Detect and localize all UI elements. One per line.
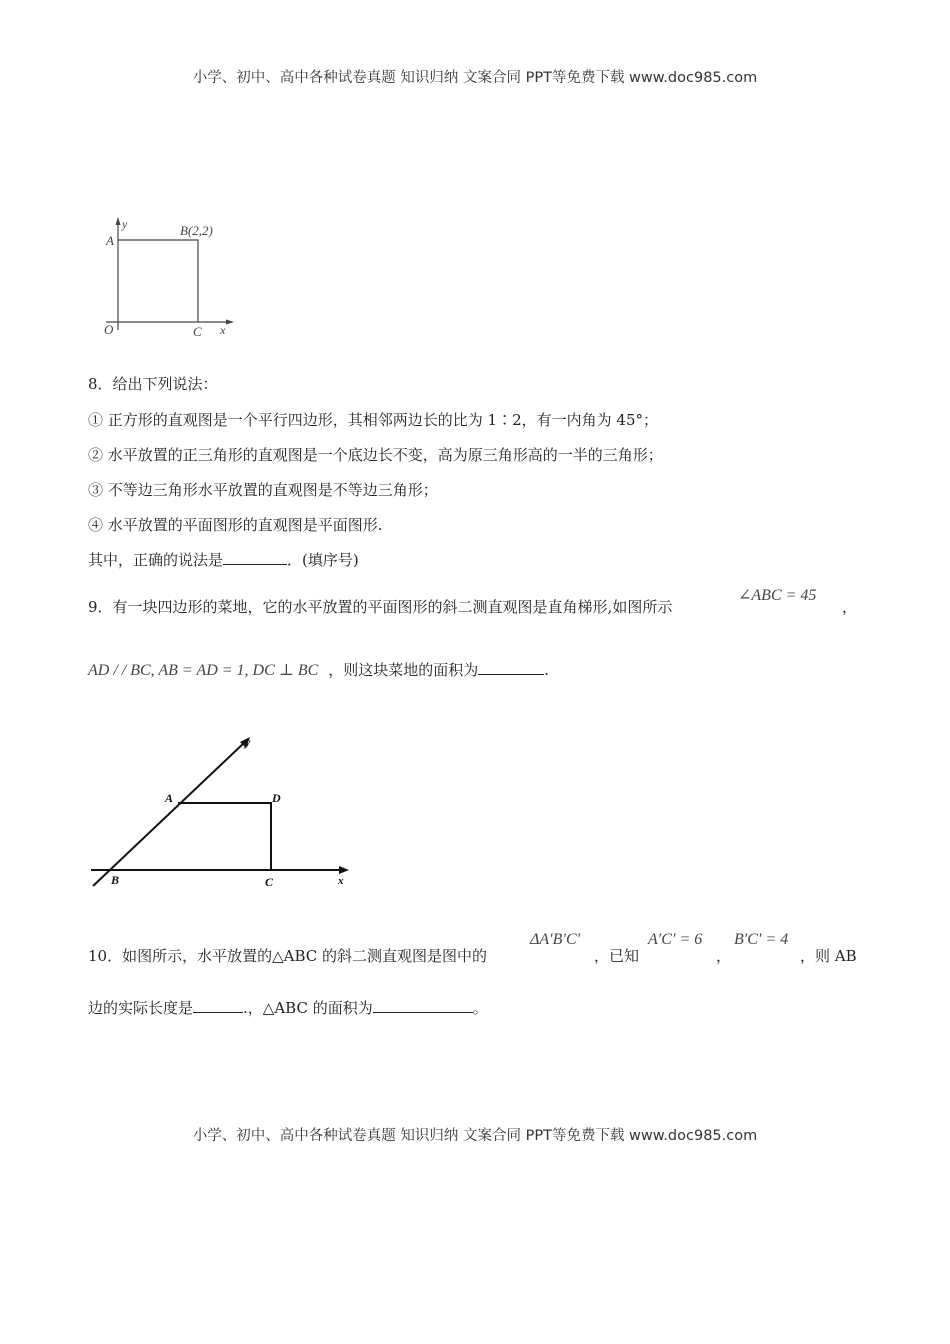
- label-A: A: [165, 791, 174, 805]
- q9-line1: 9．有一块四边形的菜地，它的水平放置的平面图形的斜二测直观图是直角梯形,如图所示: [88, 598, 673, 616]
- q9-angle-formula: ∠ABC = 45: [738, 587, 817, 604]
- q9-line2-text: ，则这块菜地的面积为: [328, 661, 479, 679]
- label-D: D: [272, 791, 281, 805]
- q10-line1-pre: 10．如图所示，水平放置的△ABC 的斜二测直观图是图中的: [88, 947, 488, 965]
- q10-ac-formula: A′C′ = 6: [648, 931, 703, 948]
- q10-comma: ，: [716, 947, 732, 965]
- label-B: B(2,2): [180, 223, 213, 238]
- figure-square-coordinate: [100, 212, 250, 342]
- q9-line2: [88, 660, 549, 681]
- q8-ask-post: ．(填序号): [287, 551, 359, 569]
- q10-line2: [88, 998, 488, 1018]
- q10-bc-formula: B′C′ = 4: [734, 931, 789, 948]
- q9-answer-blank: [478, 660, 544, 675]
- q8-answer-blank: [223, 550, 287, 565]
- y-axis-oblique: [93, 742, 245, 886]
- q10-triangle-formula: ΔA′B′C′: [530, 931, 581, 948]
- q9-end: .: [544, 661, 550, 679]
- q10-then: ，则 AB: [800, 947, 857, 965]
- q8-item-2: ② 水平放置的正三角形的直观图是一个底边长不变，高为原三角形高的一半的三角形；: [88, 446, 663, 464]
- label-B: B: [111, 873, 120, 887]
- label-O: O: [104, 322, 114, 337]
- q10-line2-mid: .，△ABC 的面积为: [243, 999, 373, 1017]
- q10-end: 。: [472, 999, 488, 1017]
- q8-item-3: ③ 不等边三角形水平放置的直观图是不等边三角形；: [88, 481, 438, 499]
- label-C: C: [265, 875, 274, 889]
- label-y: y: [122, 217, 128, 231]
- q10-area-blank: [373, 998, 473, 1013]
- page-footer: 小学、初中、高中各种试卷真题 知识归纳 文案合同 PPT等免费下载 www.doc985.com: [192, 1128, 758, 1144]
- label-x: x: [220, 323, 226, 337]
- q8-ask-pre: 其中，正确的说法是: [88, 551, 224, 569]
- q10-known: ，已知: [594, 947, 640, 965]
- q10-length-blank: [193, 998, 243, 1013]
- trapezoid-outline: [178, 803, 271, 870]
- square-outline: [118, 240, 198, 322]
- q8-question: [88, 550, 359, 570]
- q8-stem: 8．给出下列说法：: [88, 375, 218, 393]
- q9-condition-formula: AD / / BC, AB = AD = 1, DC ⊥ BC: [88, 662, 319, 679]
- label-x: x: [338, 875, 344, 887]
- page-header: 小学、初中、高中各种试卷真题 知识归纳 文案合同 PPT等免费下载 www.doc985.com: [192, 70, 758, 86]
- label-C: C: [193, 324, 202, 339]
- label-y: y: [245, 735, 251, 749]
- q10-line2-pre: 边的实际长度是: [88, 999, 194, 1017]
- x-axis-arrow: [226, 320, 234, 325]
- x-axis-arrow: [339, 866, 349, 874]
- q8-item-4: ④ 水平放置的平面图形的直观图是平面图形.: [88, 516, 383, 534]
- figure-right-trapezoid: [85, 728, 365, 898]
- q9-comma: ，: [842, 598, 858, 616]
- q8-item-1: ① 正方形的直观图是一个平行四边形，其相邻两边长的比为 1∶2，有一内角为 45°；: [88, 411, 658, 429]
- y-axis-arrow: [116, 217, 121, 225]
- label-A: A: [106, 233, 114, 248]
